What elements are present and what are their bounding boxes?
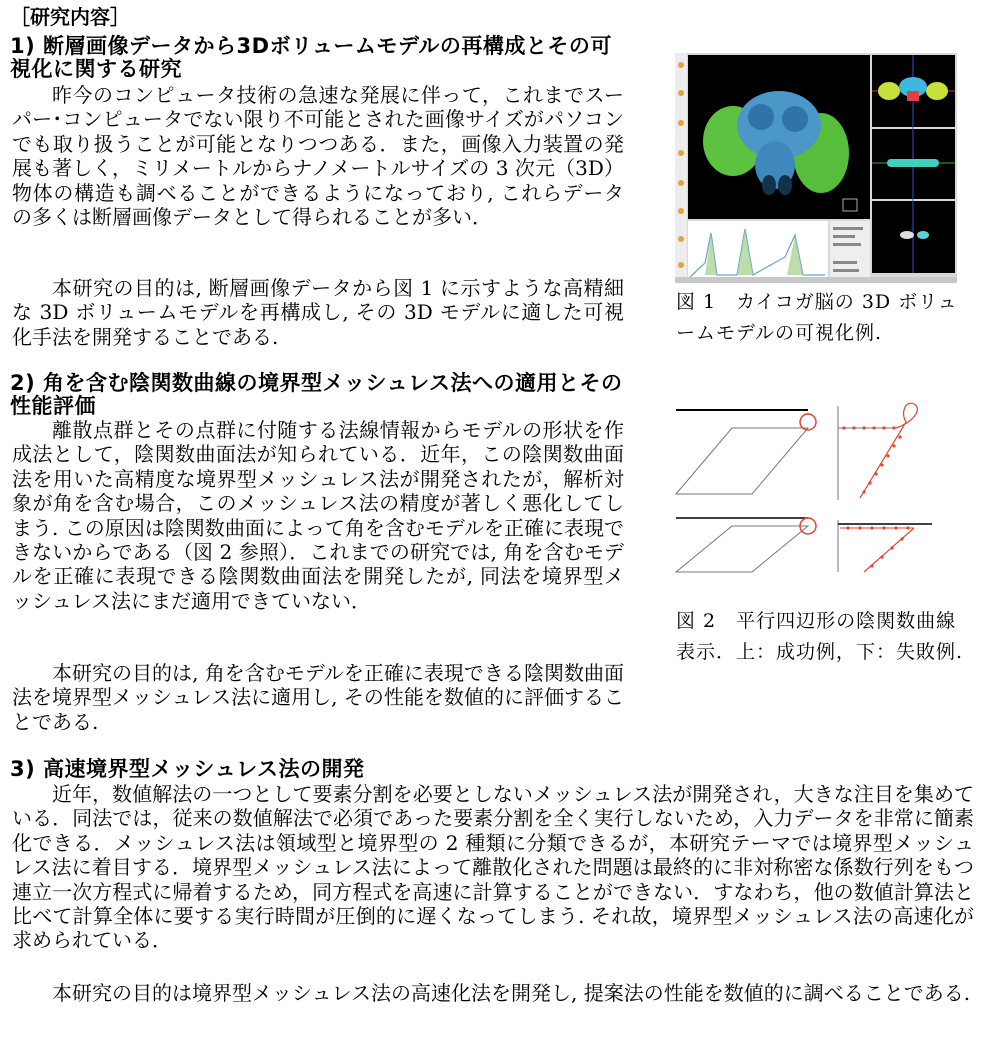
section-1-paragraph-2: 本研究の目的は, 断層画像データから図 1 に示すような高精細な 3D ボリュームモデルを再構成し, その 3D モデルに適した可視化手法を開発することである. [12, 276, 624, 349]
figure-1 [675, 53, 957, 283]
section-2-title: 2) 角を含む陰関数曲線の境界型メッシュレス法への適用とその性能評価 [10, 371, 623, 418]
figure-1-volume-viewer-image [675, 53, 957, 283]
research-content-heading: ［研究内容］ [10, 5, 130, 29]
section-3-title: 3) 高速境界型メッシュレス法の開発 [10, 757, 365, 781]
section-3-paragraph-2: 本研究の目的は境界型メッシュレス法の高速化法を開発し, 提案法の性能を数値的に調べることである. [52, 981, 971, 1005]
figure-1-caption: 図 1 カイコガ脳の 3D ボリュームモデルの可視化例. [676, 291, 958, 344]
section-2-paragraph-1: 離散点群とその点群に付随する法線情報からモデルの形状を作成法として，陰関数曲面法が知られている．近年，この陰関数曲面法を用いた高精度な境界型メッシュレス法が開発されたが，解析対象が角を含む場合，このメッシュレス法の精度が著しく悪化してしまう. この原因は陰関数曲面によって角を含むモデルを正確に表現できないからである（図 2 参照）．これまでの研究では, 角を含むモデルを正確に表現できる陰関数曲面法を開発したが, 同法を境界型メッシュレス法にまだ適用できていない． [12, 418, 624, 613]
section-1-paragraph-1: 昨今のコンピュータ技術の急速な発展に伴って，これまでスーパー･コンピュータでない限り不可能とされた画像サイズがパソコンでも取り扱うことが可能となりつつある．また，画像入力装置の発展も著しく，ミリメートルからナノメートルサイズの 3 次元（3D）物体の構造も調べることができるようになっており, これらデータの多くは断層画像データとして得られることが多い． [12, 83, 624, 230]
figure-2-caption: 図 2 平行四辺形の陰関数曲線表示．上：成功例，下：失敗例. [676, 610, 964, 663]
figure-2 [674, 400, 944, 600]
section-2-paragraph-2: 本研究の目的は, 角を含むモデルを正確に表現できる陰関数曲面法を境界型メッシュレス法に適用し, その性能を数値的に評価することである. [12, 661, 624, 734]
figure-2-implicit-curve-diagram [674, 400, 944, 600]
section-3-paragraph-1: 近年，数値解法の一つとして要素分割を必要としないメッシュレス法が開発され，大きな注目を集めている．同法では，従来の数値解法で必須であった要素分割を全く実行しないため，入力データを非常に簡素化できる．メッシュレス法は領域型と境界型の 2 種類に分類できるが，本研究テーマでは境界型メッシュレス法に着目する．境界型メッシュレス法によって離散化された問題は最終的に非対称密な係数行列をもつ連立一次方程式に帰着するため，同方程式を高速に計算することができない．すなわち，他の数値計算法と比べて計算全体に要する実行時間が圧倒的に遅くなってしまう. それ故，境界型メッシュレス法の高速化が求められている． [12, 782, 974, 953]
section-1-title: 1) 断層画像データから3Dボリュームモデルの再構成とその可視化に関する研究 [10, 34, 612, 81]
